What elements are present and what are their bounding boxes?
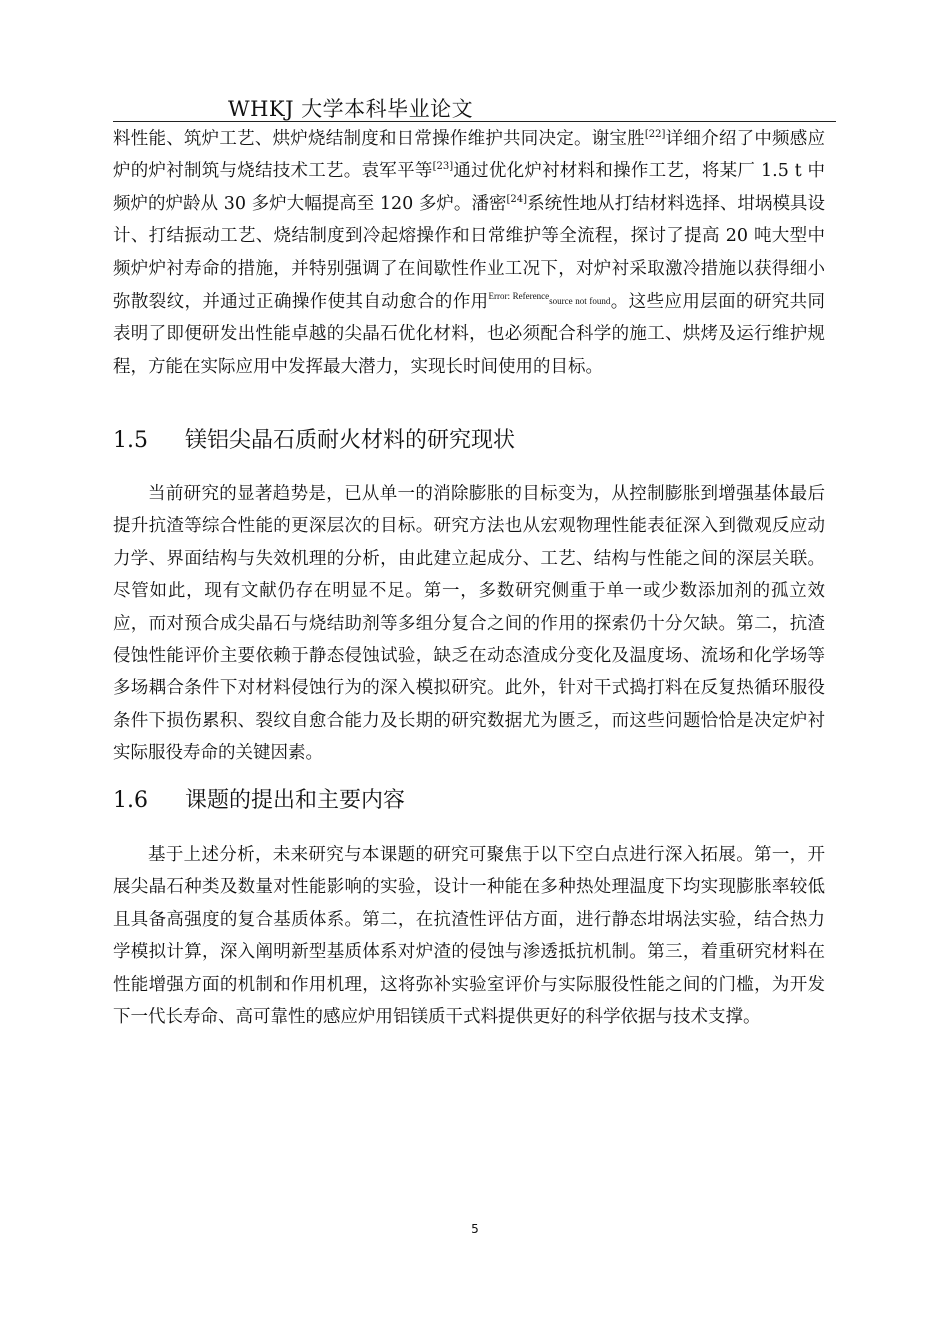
page-number: 5	[471, 1222, 479, 1236]
section-1-5-body	[113, 478, 825, 770]
para1-text-b: 详细介绍了中频感应炉的炉衬制筑与烧结技术工艺。袁军平等	[113, 129, 826, 182]
section-number: 1.5	[113, 428, 148, 453]
section-1-6-body	[113, 839, 825, 1033]
para1-text-a: 料性能、筑炉工艺、烘炉烧结制度和日常操作维护共同决定。谢宝胜	[113, 129, 645, 149]
page-header-title: WHKJ 大学本科毕业论文	[228, 97, 474, 121]
para1-text-d: 系统性地从打结材料选择、坩埚模具设计、打结振动工艺、烧结制度到冷起熔操作和日常维护等全流程，探讨了提高 20 吨大型中频炉炉衬寿命的措施，并特别强调了在间歇性作业工况下，对炉衬采取激冷措施以获得细小弥散裂纹，并通过正确操作使其自动愈合的作用	[113, 193, 826, 313]
citation-22[interactable]: [22]	[644, 129, 666, 140]
paragraph-3: 基于上述分析，未来研究与本课题的研究可聚焦于以下空白点进行深入拓展。第一，开展尖晶石种类及数量对性能影响的实验，设计一种能在多种热处理温度下均实现膨胀率较低且具备高强度的复合基质体系。第二，在抗渣性评估方面，进行静态坩埚法实验，结合热力学模拟计算，深入阐明新型基质体系对炉渣的侵蚀与渗透抵抗机制。第三，着重研究材料在性能增强方面的机制和作用机理，这将弥补实验室评价与实际服役性能之间的门槛，为开发下一代长寿命、高可靠性的感应炉用铝镁质干式料提供更好的科学依据与技术支撑。	[113, 845, 825, 1028]
citation-23[interactable]: [23]	[432, 161, 454, 173]
para1-text-c: 通过优化炉衬材料和操作工艺，将某厂 1.5 t 中频炉的炉龄从 30 多炉大幅提高至 120 多炉。潘密	[113, 161, 825, 214]
section-title: 课题的提出和主要内容	[185, 788, 406, 813]
reference-error-line2: source not found	[549, 296, 611, 307]
section-title: 镁铝尖晶石质耐火材料的研究现状	[185, 428, 516, 453]
paragraph-continued	[113, 123, 825, 383]
para1-text-e: 。这些应用层面的研究共同表明了即便研发出性能卓越的尖晶石优化材料，也必须配合科学的施工、烘烤及运行维护规程，方能在实际应用中发挥最大潜力，实现长时间使用的目标。	[113, 292, 825, 377]
reference-error-line1: Error: Reference	[488, 291, 550, 302]
paragraph-1	[113, 123, 825, 383]
header-rule	[113, 121, 836, 122]
section-number: 1.6	[113, 788, 148, 813]
paragraph-2: 当前研究的显著趋势是，已从单一的消除膨胀的目标变为，从控制膨胀到增强基体最后提升抗渣等综合性能的更深层次的目标。研究方法也从宏观物理性能表征深入到微观反应动力学、界面结构与失效机理的分析，由此建立起成分、工艺、结构与性能之间的深层关联。尽管如此，现有文献仍存在明显不足。第一，多数研究侧重于单一或少数添加剂的孤立效应，而对预合成尖晶石与烧结助剂等多组分复合之间的作用的探索仍十分欠缺。第二，抗渣侵蚀性能评价主要依赖于静态侵蚀试验，缺乏在动态渣成分变化及温度场、流场和化学场等多场耦合条件下对材料侵蚀行为的深入模拟研究。此外，针对干式捣打料在反复热循环服役条件下损伤累积、裂纹自愈合能力及长期的研究数据尤为匮乏，而这些问题恰恰是决定炉衬实际服役寿命的关键因素。	[113, 484, 825, 764]
section-heading-1-5	[113, 426, 515, 456]
section-heading-1-6	[113, 786, 405, 816]
citation-24[interactable]: [24]	[506, 193, 528, 205]
